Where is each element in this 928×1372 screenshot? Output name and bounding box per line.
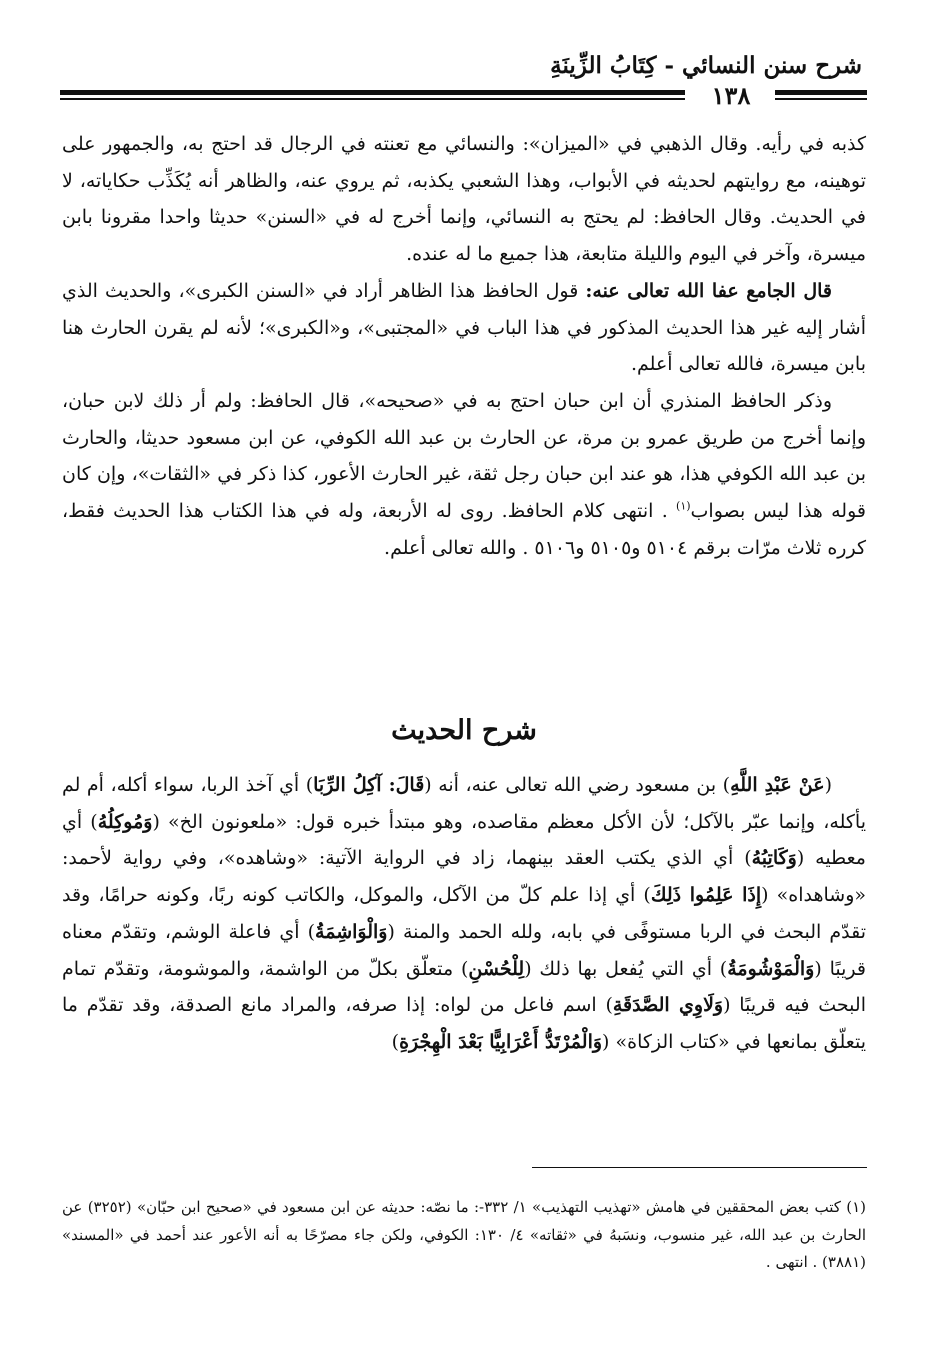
text-line: . انتهى كلام الحافظ. روى له الأربعة، وله في هذا الكتاب هذا الحديث [113,500,668,523]
text: ) أي فاعلة الوشم، وتقدّم معناه قريبًا [62,920,866,980]
text-line: النسائي، وإنما أخرج له في «السنن» حديثا واحدا مقرونا بابن ميسرة، وآخر في اليوم [62,206,866,266]
text: قول: «ملعونون الخ» ( [152,810,335,833]
text-line: رجل ثقة، غير الحارث الأعور، كذا ذكر في «الثقات»، وإن كان قوله هذا ليس [62,463,866,523]
text: مانع الصدقة، وقد تقدّم ما يتعلّق بمانعها في «كتاب الزكاة» ( [62,994,866,1053]
header-rule-thick [60,90,685,95]
text-line: ذلك لابن حبان، وإنما أخرج من طريق عمرو بن مرة، عن الحارث بن عبد الله [62,389,867,449]
text-line: فقط، كرره ثلاث مرّات برقم ٥١٠٤ و٥١٠٥ و٥١٠٦ . والله تعالى أعلم. [62,500,866,559]
hadith-phrase: عَنْ عَبْدِ اللَّهِ [730,774,825,796]
paragraph-2 [62,273,866,383]
text-line: كذبه في رأيه. وقال الذهبي في «الميزان»: والنسائي مع تعنته في الرجال قد احتج به، [181,133,866,155]
text: ) أي التي يُفعل بها ذلك ( [524,957,728,980]
text-line: و«الكبرى»؛ لأنه لم يقرن الحارث هنا بابن ميسرة، فالله تعالى أعلم. [62,316,866,376]
footnote-1 [62,1194,866,1277]
text: ) أي آخذ الربا، [200,774,314,796]
text-line: كلّ من الآكل، والموكل، والكاتب كونه ربًا، وكونه حرامًا، وقد تقدّم البحث في الربا [62,884,867,943]
commentary-text [62,767,866,1061]
footnote-line: (١) كتب بعض المحققين في هامش «تهذيب التهذيب» ١/ ٣٣٢-: ما نصّه: حديثه عن ابن مسعود في [257,1198,866,1216]
text: مستوفًى في بابه، ولله الحمد والمنة ( [387,920,692,943]
text: ) أي معطيه ( [62,810,866,870]
header-rule-short-thick [775,90,867,95]
text-line: والجمهور على توهينه، مع روايتهم لحديثه في الأبواب، وهذا الشعبي يكذبه، ثم [62,133,867,192]
footnotes [62,1194,866,1277]
compiler-lead: قال الجامع عفا الله تعالى عنه: [585,279,832,302]
text: ) أي الذي يكتب العقد بينهما، زاد في [435,847,752,870]
text-line: يروي عنه، والظاهر أنه يُكَذِّب حكاياته، لا في الحديث. وقال الحافظ: لم يحتج به [62,169,867,229]
text-line: وذكر الحافظ المنذري أن ابن حبان احتج به في «صحيحه»، قال الحافظ: ولم أر [191,389,832,412]
text: ( [814,957,822,980]
main-text [62,126,866,566]
text: ) [391,1030,400,1053]
hadith-phrase: وَمُوكِلُهُ [97,810,153,833]
header-rule-thin [60,98,685,100]
text-line: بصواب [690,500,746,523]
text-line: والليلة متابعة، هذا جميع ما له عنده. [406,243,683,266]
text: ( [824,774,833,796]
hadith-phrase: وَالْمَوْشُومَةُ [727,957,815,980]
text-line: والحديث الذي أشار إليه غير هذا الحديث المذكور في هذا الباب في «المجتبى»، [62,279,866,339]
hadith-phrase: وَالْمُرْتَدُّ أَعْرَابِيًّا بَعْدَ الْهِجْرَةِ [399,1030,603,1053]
text: وتقدّم تمام البحث فيه قريبًا ( [62,957,866,1017]
footnote-line: «صحيح ابن حبّان» (٣٢٥٢) عن الحارث بن عبد الله، غير منسوب، ونسَبهُ في «ثقاته» ٤/ [62,1198,866,1244]
hadith-phrase: وَالْوَاشِمَةُ [315,920,388,943]
footnote-reference[interactable]: (١) [676,499,691,513]
header-rule-short-thin [775,98,867,100]
text: الرواية الآتية: «وشاهده»، وفي رواية لأحمد: «وشاهداه» ( [62,847,867,907]
section-heading: شرح الحديث [391,715,537,746]
hadith-phrase: وَكَاتِبُهُ [751,847,797,870]
text: ) متعلّق بكلّ من الواشمة، والموشومة، [157,957,469,980]
paragraph-1 [62,126,866,273]
hadith-phrase: وَلَاوِي الصَّدَقَةِ [612,994,724,1017]
text-line: قول الحافظ هذا الظاهر أراد في «السنن الكبرى»، [178,279,579,302]
footnote-separator [532,1167,867,1168]
commentary-paragraph [62,767,866,1061]
hadith-phrase: إِذَا عَلِمُوا ذَلِكَ [650,884,762,907]
text: ) بن مسعود رضي الله تعالى عنه، أنه ( [424,774,731,796]
running-header-title: شرح سنن النسائي - كِتَابُ الزِّينَةِ [550,52,862,79]
text: ) أي إذا علم [549,884,651,907]
hadith-phrase: قَالَ: آكِلُ الرِّبَا [313,774,425,796]
paragraph-3 [62,383,866,567]
hadith-phrase: لِلْحُسْنِ [468,957,525,980]
text-line: الكوفي، عن ابن مسعود حديثا، والحارث بن عبد الله الكوفي هذا، هو عند ابن حبان [62,426,866,486]
text-line: سواء أكله، أم لم يأكله، وإنما عبّر بالآكل؛ لأن الأكل معظم مقاصده، وهو مبتدأ خبره [62,774,867,833]
page-number: ١٣٨ [711,81,751,110]
text: ) اسم فاعل من لواه: إذا صرفه، والمراد [281,994,613,1017]
footnote-line: ١٣٠: الكوفي، ولكن جاء مصرّحًا به أنه الأعور عند أحمد في «المسند» (٣٨٨١) . انتهى . [62,1225,866,1271]
